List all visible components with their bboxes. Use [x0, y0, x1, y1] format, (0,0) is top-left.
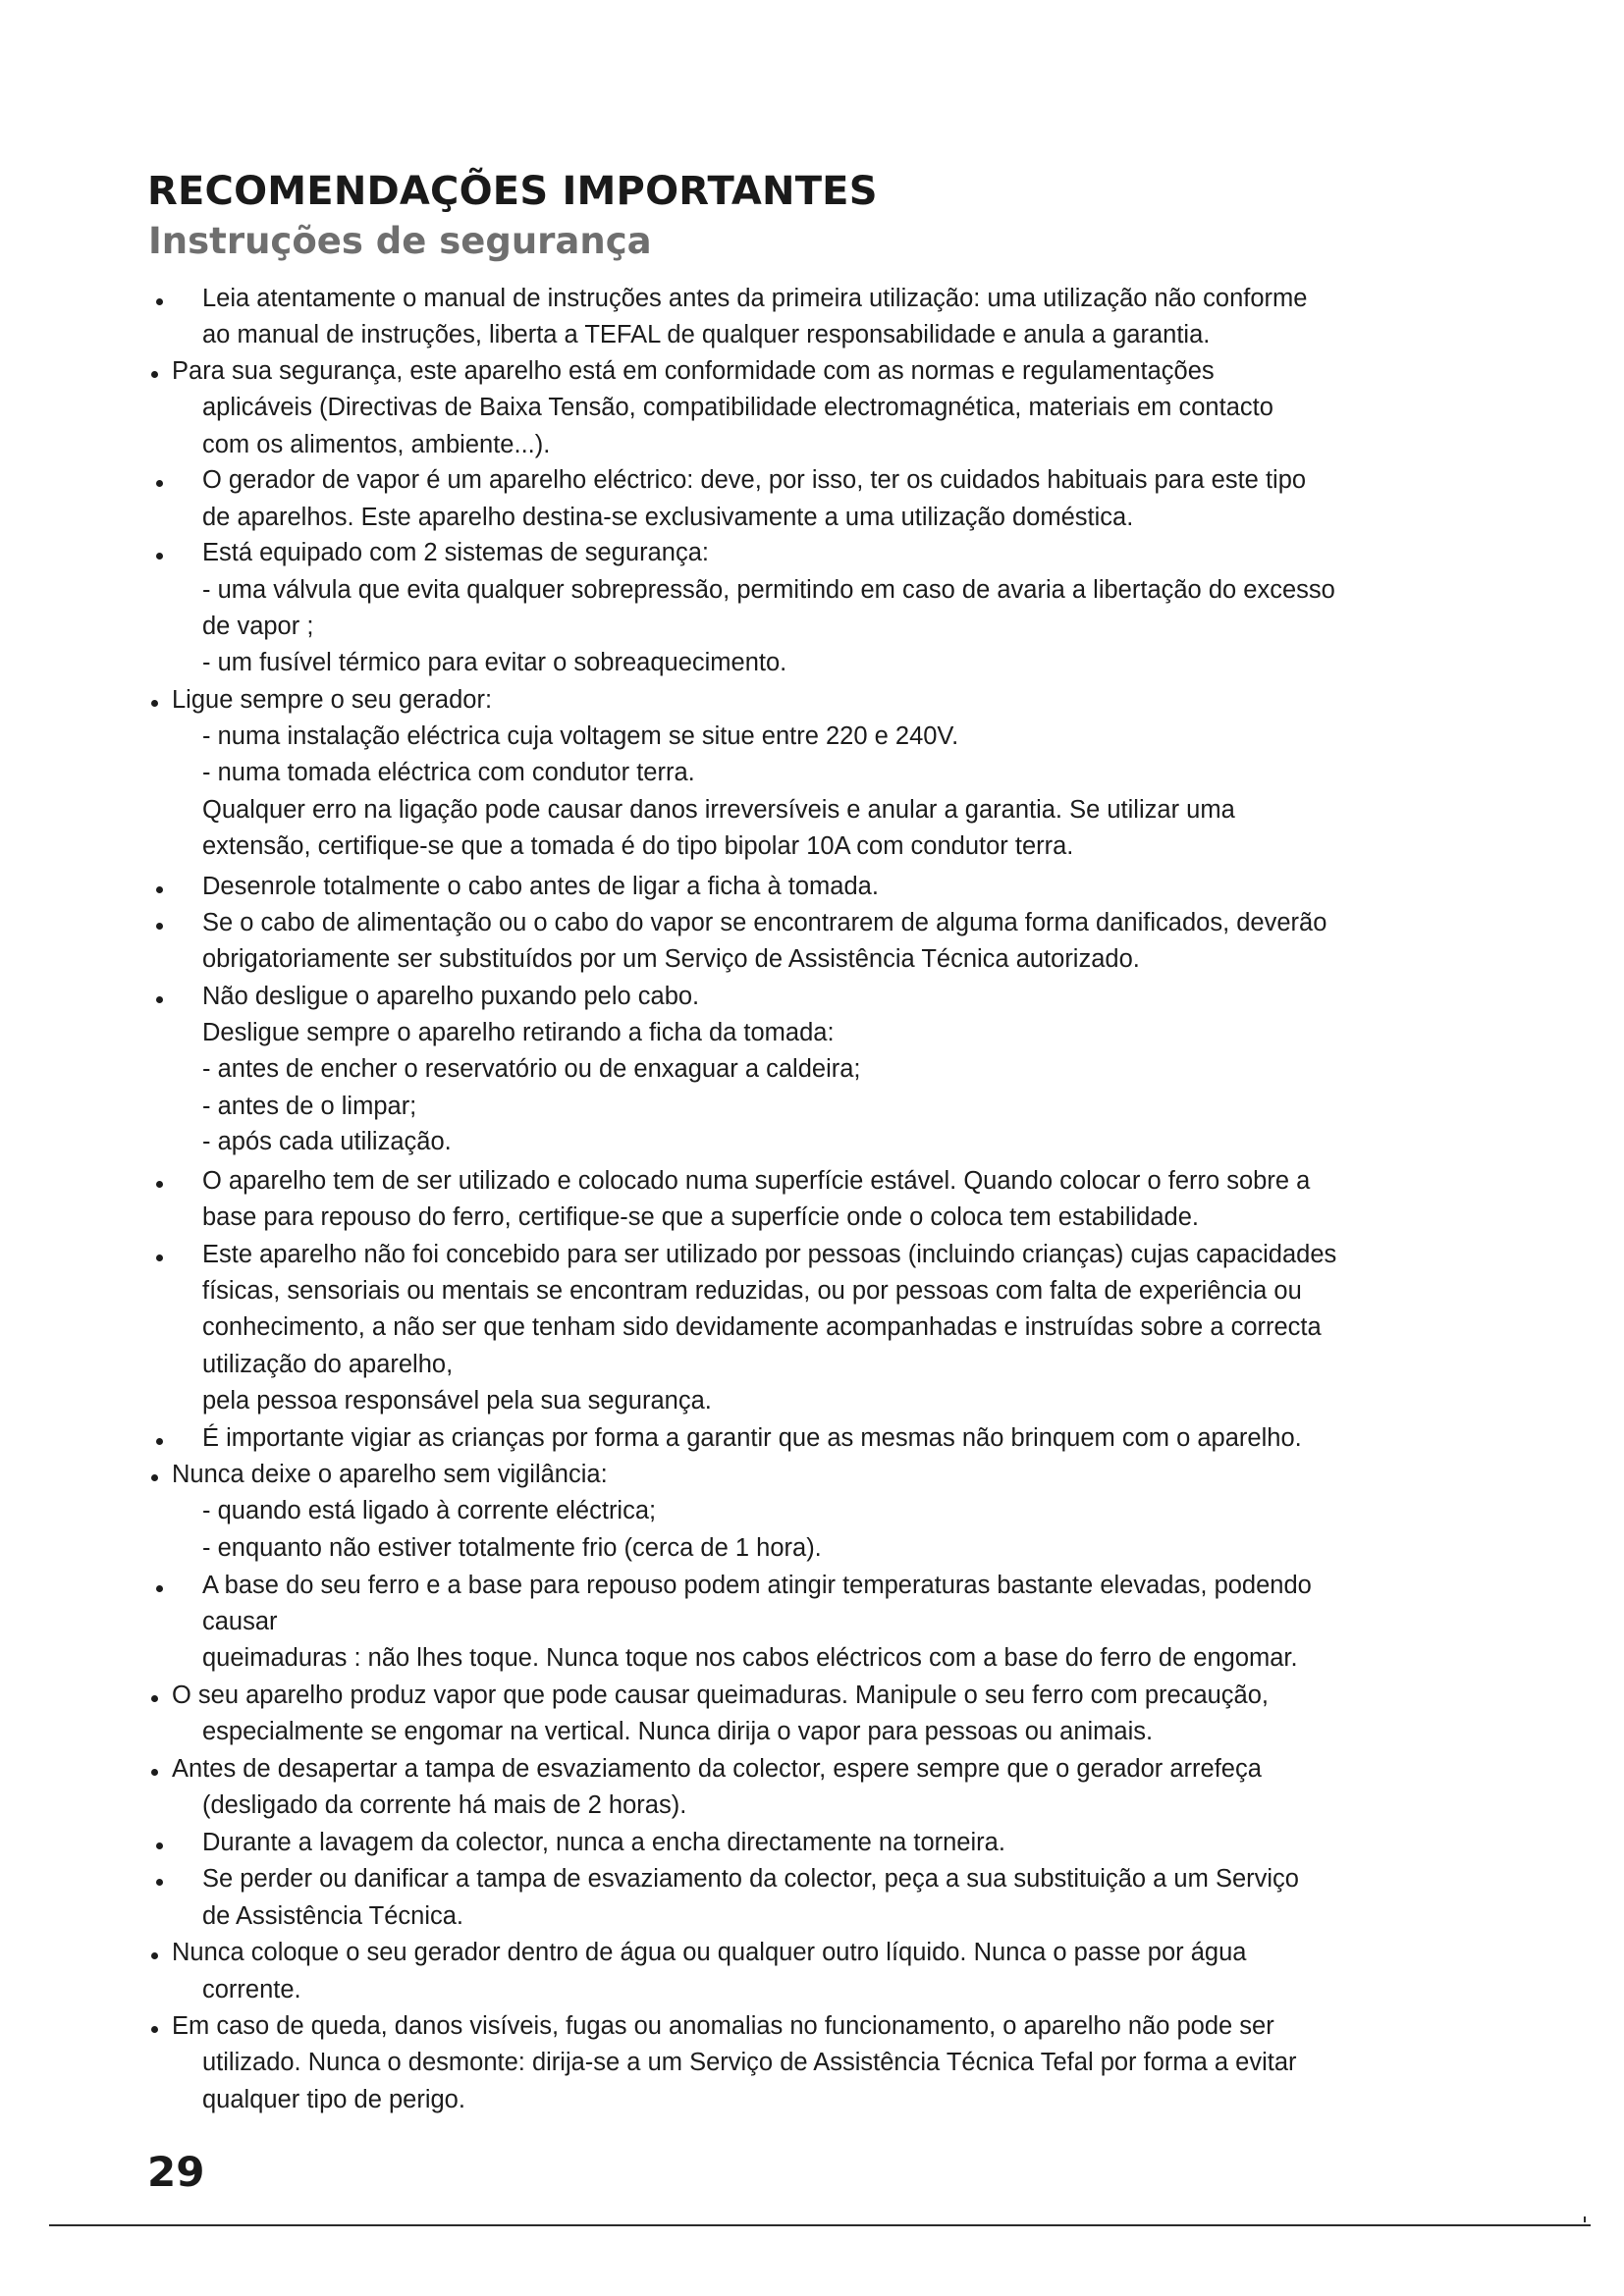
body-text-line: Se perder ou danificar a tampa de esvaziamento da colector, peça a sua substituição a um Serviço [202, 1865, 1299, 1893]
bullet-icon [156, 480, 163, 487]
body-text-line: Não desligue o aparelho puxando pelo cabo. [202, 983, 700, 1010]
body-text-line: Em caso de queda, danos visíveis, fugas ou anomalias no funcionamento, o aparelho não pode ser [172, 2012, 1274, 2040]
body-text-line: Nunca deixe o aparelho sem vigilância: [172, 1461, 608, 1488]
bullet-icon [156, 1879, 163, 1886]
crop-mark [1584, 2216, 1586, 2222]
body-text-line: qualquer tipo de perigo. [202, 2086, 465, 2113]
page-number: 29 [147, 2148, 205, 2196]
body-text-line: utilizado. Nunca o desmonte: dirija-se a um Serviço de Assistência Técnica Tefal por forma a evitar [202, 2049, 1297, 2076]
body-text-line: Este aparelho não foi concebido para ser utilizado por pessoas (incluindo crianças) cujas capacidades [202, 1241, 1337, 1268]
bullet-icon [151, 371, 158, 378]
body-text-line: - uma válvula que evita qualquer sobrepressão, permitindo em caso de avaria a libertação do excesso [202, 576, 1335, 604]
body-text-line: Para sua segurança, este aparelho está em conformidade com as normas e regulamentações [172, 357, 1215, 385]
body-text-line: com os alimentos, ambiente...). [202, 431, 551, 458]
body-text-line: queimaduras : não lhes toque. Nunca toque nos cabos eléctricos com a base do ferro de engomar. [202, 1644, 1298, 1672]
body-text-line: Leia atentamente o manual de instruções antes da primeira utilização: uma utilização não conforme [202, 285, 1308, 312]
bullet-icon [156, 996, 163, 1003]
body-text-line: Antes de desapertar a tampa de esvaziamento da colector, espere sempre que o gerador arrefeça [172, 1755, 1262, 1783]
bullet-icon [151, 1769, 158, 1776]
page-title: RECOMENDAÇÕES IMPORTANTES [147, 169, 878, 214]
bullet-icon [151, 1695, 158, 1702]
bullet-icon [156, 1585, 163, 1592]
body-text-line: conhecimento, a não ser que tenham sido devidamente acompanhadas e instruídas sobre a correcta [202, 1313, 1322, 1341]
body-text-line: de Assistência Técnica. [202, 1902, 464, 1930]
bullet-icon [151, 700, 158, 707]
body-text-line: obrigatoriamente ser substituídos por um Serviço de Assistência Técnica autorizado. [202, 945, 1140, 973]
body-text-line: ao manual de instruções, liberta a TEFAL de qualquer responsabilidade e anula a garantia. [202, 321, 1211, 348]
bullet-icon [156, 886, 163, 893]
body-text-line: pela pessoa responsável pela sua segurança. [202, 1387, 712, 1415]
body-text-line: Qualquer erro na ligação pode causar danos irreversíveis e anular a garantia. Se utilizar uma [202, 796, 1235, 824]
body-text-line: Desenrole totalmente o cabo antes de ligar a ficha à tomada. [202, 873, 879, 900]
body-text-line: extensão, certifique-se que a tomada é do tipo bipolar 10A com condutor terra. [202, 832, 1074, 860]
bullet-icon [156, 923, 163, 930]
body-text-line: O aparelho tem de ser utilizado e colocado numa superfície estável. Quando colocar o ferro sobre a [202, 1167, 1311, 1195]
body-text-line: - antes de encher o reservatório ou de enxaguar a caldeira; [202, 1055, 861, 1083]
bullet-icon [156, 298, 163, 305]
footer-divider [49, 2224, 1591, 2226]
bullet-icon [151, 2026, 158, 2033]
body-text-line: Se o cabo de alimentação ou o cabo do vapor se encontrarem de alguma forma danificados, deverão [202, 909, 1327, 936]
body-text-line: de aparelhos. Este aparelho destina-se exclusivamente a uma utilização doméstica. [202, 504, 1134, 531]
body-text-line: - quando está ligado à corrente eléctrica; [202, 1497, 657, 1524]
bullet-icon [156, 553, 163, 560]
body-text-line: base para repouso do ferro, certifique-se que a superfície onde o coloca tem estabilidade. [202, 1203, 1199, 1231]
body-text-line: É importante vigiar as crianças por forma a garantir que as mesmas não brinquem com o aparelho. [202, 1424, 1302, 1452]
body-text-line: de vapor ; [202, 613, 314, 640]
body-text-line: - antes de o limpar; [202, 1093, 417, 1120]
body-text-line: - após cada utilização. [202, 1128, 452, 1155]
bullet-icon [151, 1474, 158, 1481]
body-text-line: Está equipado com 2 sistemas de segurança: [202, 539, 709, 566]
body-text-line: - enquanto não estiver totalmente frio (cerca de 1 hora). [202, 1534, 822, 1562]
body-text-line: - numa tomada eléctrica com condutor terra. [202, 759, 695, 786]
bullet-icon [156, 1842, 163, 1849]
body-text-line: - um fusível térmico para evitar o sobreaquecimento. [202, 649, 787, 676]
body-text-line: - numa instalação eléctrica cuja voltagem se situe entre 220 e 240V. [202, 722, 959, 750]
body-text-line: corrente. [202, 1976, 301, 2003]
bullet-icon [151, 1952, 158, 1959]
body-text-line: aplicáveis (Directivas de Baixa Tensão, compatibilidade electromagnética, materiais em contacto [202, 394, 1273, 421]
body-text-line: O gerador de vapor é um aparelho eléctrico: deve, por isso, ter os cuidados habituais para este tipo [202, 466, 1307, 494]
body-text-line: Desligue sempre o aparelho retirando a ficha da tomada: [202, 1019, 835, 1046]
body-text-line: Nunca coloque o seu gerador dentro de água ou qualquer outro líquido. Nunca o passe por água [172, 1939, 1247, 1966]
body-text-line: especialmente se engomar na vertical. Nunca dirija o vapor para pessoas ou animais. [202, 1718, 1154, 1745]
body-text-line: Durante a lavagem da colector, nunca a encha directamente na torneira. [202, 1829, 1005, 1856]
body-text-line: causar [202, 1608, 278, 1635]
section-subtitle: Instruções de segurança [148, 220, 652, 262]
bullet-icon [156, 1255, 163, 1261]
body-text-line: (desligado da corrente há mais de 2 horas). [202, 1791, 687, 1819]
body-text-line: O seu aparelho produz vapor que pode causar queimaduras. Manipule o seu ferro com precaução, [172, 1682, 1270, 1709]
bullet-icon [156, 1181, 163, 1188]
body-text-line: A base do seu ferro e a base para repouso podem atingir temperaturas bastante elevadas, podendo [202, 1572, 1312, 1599]
body-text-line: físicas, sensoriais ou mentais se encontram reduzidas, ou por pessoas com falta de experiência ou [202, 1277, 1302, 1305]
body-text-line: utilização do aparelho, [202, 1351, 454, 1378]
bullet-icon [156, 1438, 163, 1445]
body-text-line: Ligue sempre o seu gerador: [172, 686, 493, 714]
